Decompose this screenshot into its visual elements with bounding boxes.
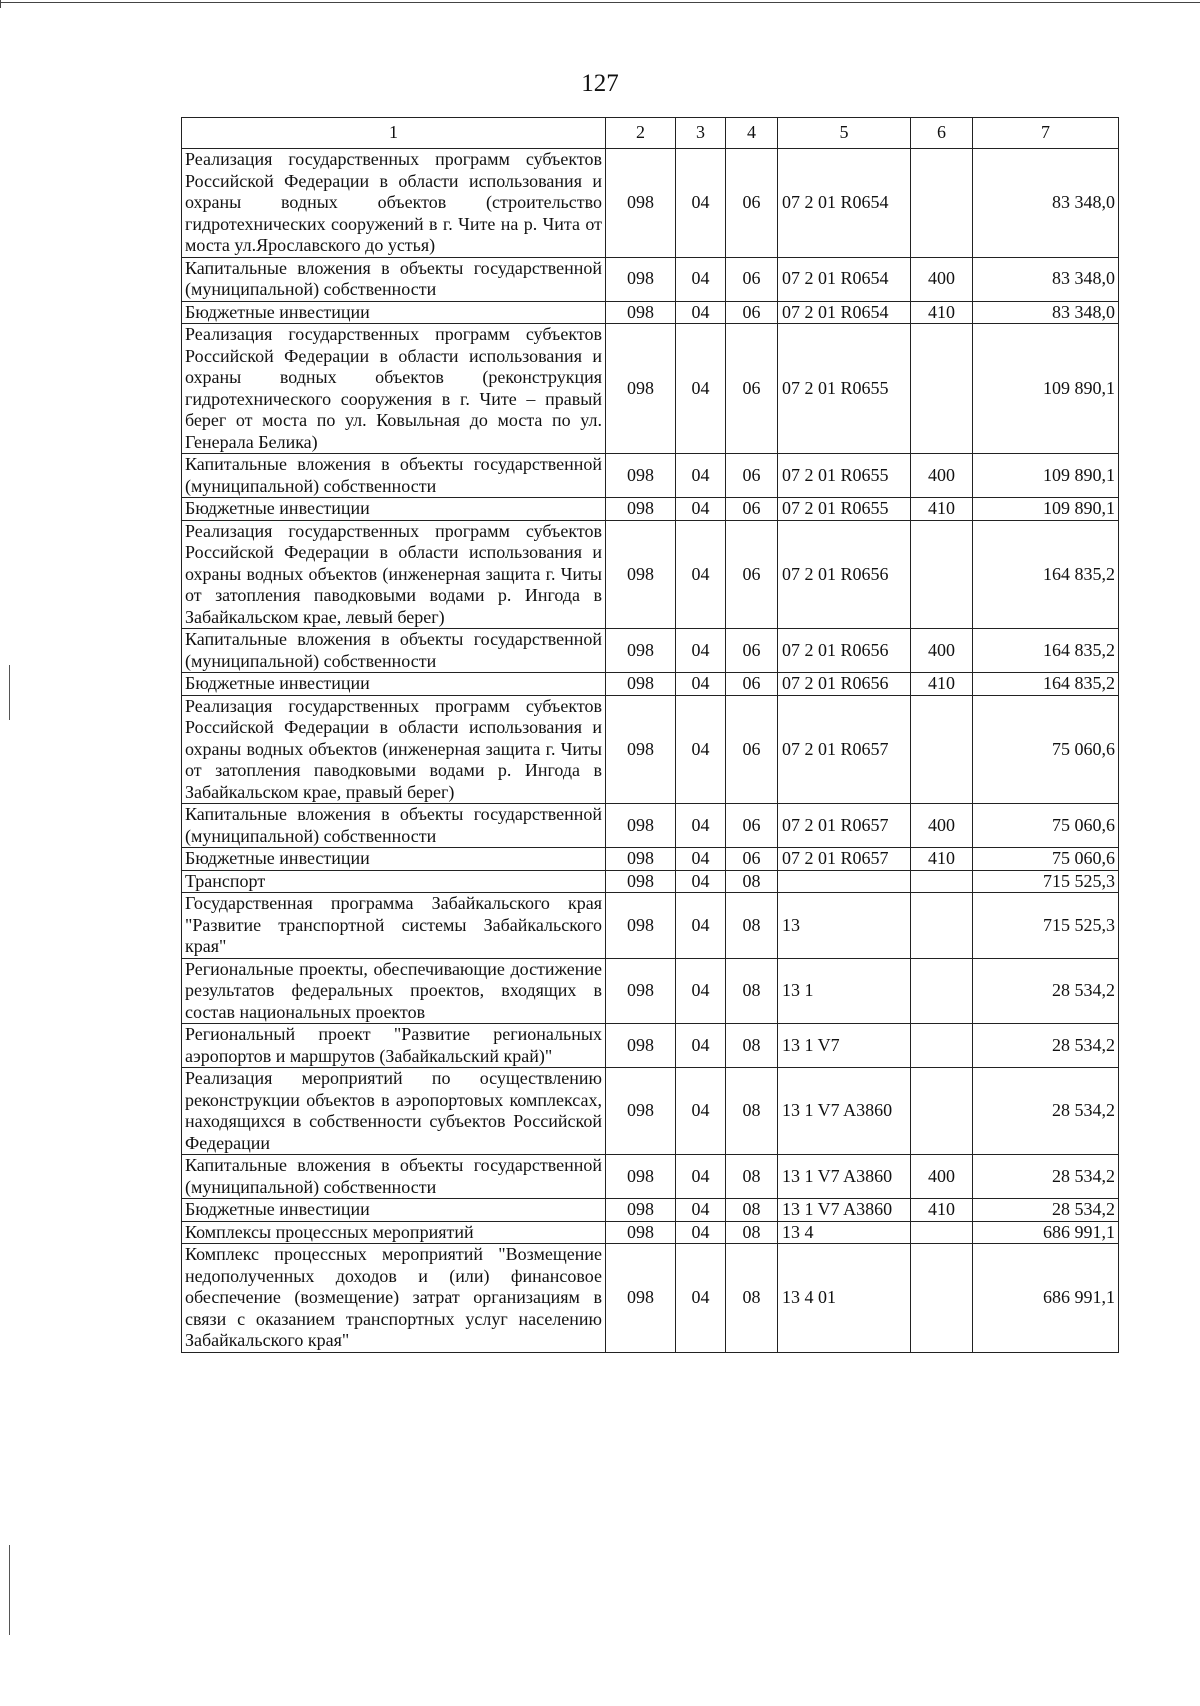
- ministry-code-cell: 098: [606, 149, 676, 258]
- section-code-cell: 04: [676, 149, 726, 258]
- target-article-code-cell: 07 2 01 R0657: [778, 848, 911, 871]
- section-code-cell: 04: [676, 257, 726, 301]
- ministry-code-cell: 098: [606, 958, 676, 1024]
- column-header-3: 3: [676, 118, 726, 149]
- table-row: [182, 958, 1119, 1024]
- subsection-code-cell: 08: [726, 1155, 778, 1199]
- target-article-code-cell: 07 2 01 R0655: [778, 498, 911, 521]
- ministry-code-cell: 098: [606, 1024, 676, 1068]
- ministry-code-cell: 098: [606, 804, 676, 848]
- expense-type-code-cell: 410: [911, 1199, 973, 1222]
- subsection-code-cell: 06: [726, 454, 778, 498]
- subsection-code-cell: 08: [726, 1244, 778, 1353]
- section-code-cell: 04: [676, 1068, 726, 1155]
- ministry-code-cell: 098: [606, 695, 676, 804]
- ministry-code-cell: 098: [606, 301, 676, 324]
- target-article-code-cell: 13 1 V7: [778, 1024, 911, 1068]
- section-code-cell: 04: [676, 804, 726, 848]
- ministry-code-cell: 098: [606, 673, 676, 696]
- target-article-code-cell: 13 4: [778, 1221, 911, 1244]
- subsection-code-cell: 08: [726, 893, 778, 959]
- table-row: [182, 301, 1119, 324]
- target-article-code-cell: 13: [778, 893, 911, 959]
- subsection-code-cell: 06: [726, 257, 778, 301]
- table-row: [182, 498, 1119, 521]
- expense-type-code-cell: 400: [911, 257, 973, 301]
- table-row: [182, 324, 1119, 454]
- target-article-code-cell: 07 2 01 R0656: [778, 520, 911, 629]
- amount-cell: 28 534,2: [973, 1155, 1119, 1199]
- subsection-code-cell: 06: [726, 301, 778, 324]
- expense-type-code-cell: [911, 870, 973, 893]
- item-name-cell: Бюджетные инвестиции: [182, 301, 606, 324]
- section-code-cell: 04: [676, 893, 726, 959]
- table-row: [182, 804, 1119, 848]
- section-code-cell: 04: [676, 958, 726, 1024]
- column-header-2: 2: [606, 118, 676, 149]
- ministry-code-cell: 098: [606, 1155, 676, 1199]
- target-article-code-cell: 13 1 V7 A3860: [778, 1199, 911, 1222]
- expense-type-code-cell: [911, 1068, 973, 1155]
- column-header-7: 7: [973, 118, 1119, 149]
- table-row: [182, 454, 1119, 498]
- item-name-cell: Комплекс процессных мероприятий "Возмещение недополученных доходов и (или) финансовое обеспечение (возмещение) затрат организациям в связи с оказанием транспортных услуг населению Забайкальского края": [182, 1244, 606, 1353]
- item-name-cell: Региональный проект "Развитие региональных аэропортов и маршрутов (Забайкальский край)": [182, 1024, 606, 1068]
- item-name-cell: Бюджетные инвестиции: [182, 848, 606, 871]
- subsection-code-cell: 06: [726, 848, 778, 871]
- amount-cell: 686 991,1: [973, 1221, 1119, 1244]
- table-body: [182, 149, 1119, 1353]
- expense-type-code-cell: 410: [911, 673, 973, 696]
- table-row: [182, 1155, 1119, 1199]
- section-code-cell: 04: [676, 324, 726, 454]
- ministry-code-cell: 098: [606, 870, 676, 893]
- table-row: [182, 695, 1119, 804]
- section-code-cell: 04: [676, 498, 726, 521]
- table-row: [182, 520, 1119, 629]
- ministry-code-cell: 098: [606, 324, 676, 454]
- amount-cell: 715 525,3: [973, 893, 1119, 959]
- expense-type-code-cell: 400: [911, 804, 973, 848]
- expense-type-code-cell: 400: [911, 1155, 973, 1199]
- amount-cell: 109 890,1: [973, 454, 1119, 498]
- subsection-code-cell: 06: [726, 324, 778, 454]
- subsection-code-cell: 08: [726, 958, 778, 1024]
- subsection-code-cell: 08: [726, 1024, 778, 1068]
- expense-type-code-cell: 410: [911, 301, 973, 324]
- table-row: [182, 1024, 1119, 1068]
- item-name-cell: Капитальные вложения в объекты государственной (муниципальной) собственности: [182, 454, 606, 498]
- subsection-code-cell: 08: [726, 870, 778, 893]
- target-article-code-cell: 07 2 01 R0657: [778, 804, 911, 848]
- ministry-code-cell: 098: [606, 520, 676, 629]
- amount-cell: 164 835,2: [973, 629, 1119, 673]
- section-code-cell: 04: [676, 695, 726, 804]
- scan-margin-mark: [9, 665, 10, 720]
- expense-type-code-cell: 400: [911, 454, 973, 498]
- section-code-cell: 04: [676, 1155, 726, 1199]
- table-row: [182, 257, 1119, 301]
- section-code-cell: 04: [676, 1221, 726, 1244]
- column-header-6: 6: [911, 118, 973, 149]
- amount-cell: 28 534,2: [973, 1199, 1119, 1222]
- subsection-code-cell: 08: [726, 1199, 778, 1222]
- item-name-cell: Реализация государственных программ субъектов Российской Федерации в области использования и охраны водных объектов (строительство гидротехнических сооружений в г. Чите на р. Чита от моста ул.Ярославского до устья): [182, 149, 606, 258]
- ministry-code-cell: 098: [606, 498, 676, 521]
- subsection-code-cell: 08: [726, 1221, 778, 1244]
- expense-type-code-cell: [911, 1221, 973, 1244]
- amount-cell: 164 835,2: [973, 673, 1119, 696]
- ministry-code-cell: 098: [606, 257, 676, 301]
- item-name-cell: Бюджетные инвестиции: [182, 1199, 606, 1222]
- item-name-cell: Реализация государственных программ субъектов Российской Федерации в области использования и охраны водных объектов (реконструкция гидротехнического сооружения в г. Чите – правый берег от моста по ул. Ковыльная до моста по ул. Генерала Белика): [182, 324, 606, 454]
- amount-cell: 83 348,0: [973, 149, 1119, 258]
- amount-cell: 28 534,2: [973, 958, 1119, 1024]
- section-code-cell: 04: [676, 1199, 726, 1222]
- table-row: [182, 1221, 1119, 1244]
- item-name-cell: Комплексы процессных мероприятий: [182, 1221, 606, 1244]
- amount-cell: 83 348,0: [973, 301, 1119, 324]
- section-code-cell: 04: [676, 848, 726, 871]
- section-code-cell: 04: [676, 520, 726, 629]
- subsection-code-cell: 06: [726, 804, 778, 848]
- subsection-code-cell: 06: [726, 149, 778, 258]
- target-article-code-cell: 13 1 V7 A3860: [778, 1155, 911, 1199]
- expense-type-code-cell: 410: [911, 498, 973, 521]
- subsection-code-cell: 06: [726, 498, 778, 521]
- column-header-4: 4: [726, 118, 778, 149]
- subsection-code-cell: 06: [726, 629, 778, 673]
- target-article-code-cell: [778, 870, 911, 893]
- expense-type-code-cell: 400: [911, 629, 973, 673]
- ministry-code-cell: 098: [606, 454, 676, 498]
- subsection-code-cell: 06: [726, 520, 778, 629]
- amount-cell: 75 060,6: [973, 695, 1119, 804]
- table-row: [182, 673, 1119, 696]
- amount-cell: 686 991,1: [973, 1244, 1119, 1353]
- target-article-code-cell: 13 4 01: [778, 1244, 911, 1353]
- amount-cell: 109 890,1: [973, 498, 1119, 521]
- table-row: [182, 1068, 1119, 1155]
- target-article-code-cell: 07 2 01 R0656: [778, 673, 911, 696]
- table-row: [182, 149, 1119, 258]
- budget-table: [181, 117, 1119, 1353]
- table-row: [182, 1244, 1119, 1353]
- expense-type-code-cell: [911, 1024, 973, 1068]
- item-name-cell: Капитальные вложения в объекты государственной (муниципальной) собственности: [182, 629, 606, 673]
- table-row: [182, 848, 1119, 871]
- target-article-code-cell: 07 2 01 R0656: [778, 629, 911, 673]
- section-code-cell: 04: [676, 301, 726, 324]
- ministry-code-cell: 098: [606, 629, 676, 673]
- table-row: [182, 629, 1119, 673]
- expense-type-code-cell: [911, 324, 973, 454]
- amount-cell: 109 890,1: [973, 324, 1119, 454]
- item-name-cell: Государственная программа Забайкальского края "Развитие транспортной системы Забайкальского края": [182, 893, 606, 959]
- item-name-cell: Бюджетные инвестиции: [182, 498, 606, 521]
- table-header-row: [182, 118, 1119, 149]
- expense-type-code-cell: [911, 1244, 973, 1353]
- item-name-cell: Бюджетные инвестиции: [182, 673, 606, 696]
- ministry-code-cell: 098: [606, 1199, 676, 1222]
- ministry-code-cell: 098: [606, 1221, 676, 1244]
- target-article-code-cell: 07 2 01 R0654: [778, 149, 911, 258]
- subsection-code-cell: 06: [726, 673, 778, 696]
- expense-type-code-cell: [911, 149, 973, 258]
- amount-cell: 75 060,6: [973, 848, 1119, 871]
- expense-type-code-cell: [911, 695, 973, 804]
- item-name-cell: Капитальные вложения в объекты государственной (муниципальной) собственности: [182, 804, 606, 848]
- target-article-code-cell: 07 2 01 R0655: [778, 454, 911, 498]
- item-name-cell: Реализация государственных программ субъектов Российской Федерации в области использования и охраны водных объектов (инженерная защита г. Читы от затопления паводковыми водами р. Ингода в Забайкальском крае, правый берег): [182, 695, 606, 804]
- ministry-code-cell: 098: [606, 848, 676, 871]
- expense-type-code-cell: 410: [911, 848, 973, 871]
- item-name-cell: Транспорт: [182, 870, 606, 893]
- amount-cell: 28 534,2: [973, 1068, 1119, 1155]
- table-row: [182, 870, 1119, 893]
- target-article-code-cell: 07 2 01 R0654: [778, 257, 911, 301]
- target-article-code-cell: 07 2 01 R0654: [778, 301, 911, 324]
- item-name-cell: Реализация мероприятий по осуществлению реконструкции объектов в аэропортовых комплексах, находящихся в собственности субъектов Российской Федерации: [182, 1068, 606, 1155]
- section-code-cell: 04: [676, 629, 726, 673]
- item-name-cell: Региональные проекты, обеспечивающие достижение результатов федеральных проектов, входящих в состав национальных проектов: [182, 958, 606, 1024]
- expense-type-code-cell: [911, 893, 973, 959]
- section-code-cell: 04: [676, 673, 726, 696]
- page-number: 127: [581, 70, 619, 97]
- section-code-cell: 04: [676, 1244, 726, 1353]
- ministry-code-cell: 098: [606, 893, 676, 959]
- item-name-cell: Капитальные вложения в объекты государственной (муниципальной) собственности: [182, 257, 606, 301]
- expense-type-code-cell: [911, 520, 973, 629]
- table-row: [182, 1199, 1119, 1222]
- scan-top-border: [0, 0, 1200, 8]
- column-header-1: 1: [182, 118, 606, 149]
- section-code-cell: 04: [676, 1024, 726, 1068]
- amount-cell: 28 534,2: [973, 1024, 1119, 1068]
- target-article-code-cell: 07 2 01 R0655: [778, 324, 911, 454]
- target-article-code-cell: 07 2 01 R0657: [778, 695, 911, 804]
- subsection-code-cell: 06: [726, 695, 778, 804]
- target-article-code-cell: 13 1 V7 A3860: [778, 1068, 911, 1155]
- column-header-5: 5: [778, 118, 911, 149]
- subsection-code-cell: 08: [726, 1068, 778, 1155]
- item-name-cell: Реализация государственных программ субъектов Российской Федерации в области использования и охраны водных объектов (инженерная защита г. Читы от затопления паводковыми водами р. Ингода в Забайкальском крае, левый берег): [182, 520, 606, 629]
- item-name-cell: Капитальные вложения в объекты государственной (муниципальной) собственности: [182, 1155, 606, 1199]
- ministry-code-cell: 098: [606, 1068, 676, 1155]
- target-article-code-cell: 13 1: [778, 958, 911, 1024]
- amount-cell: 83 348,0: [973, 257, 1119, 301]
- section-code-cell: 04: [676, 870, 726, 893]
- amount-cell: 164 835,2: [973, 520, 1119, 629]
- table-row: [182, 893, 1119, 959]
- expense-type-code-cell: [911, 958, 973, 1024]
- scan-margin-mark: [9, 1545, 10, 1635]
- amount-cell: 75 060,6: [973, 804, 1119, 848]
- ministry-code-cell: 098: [606, 1244, 676, 1353]
- amount-cell: 715 525,3: [973, 870, 1119, 893]
- section-code-cell: 04: [676, 454, 726, 498]
